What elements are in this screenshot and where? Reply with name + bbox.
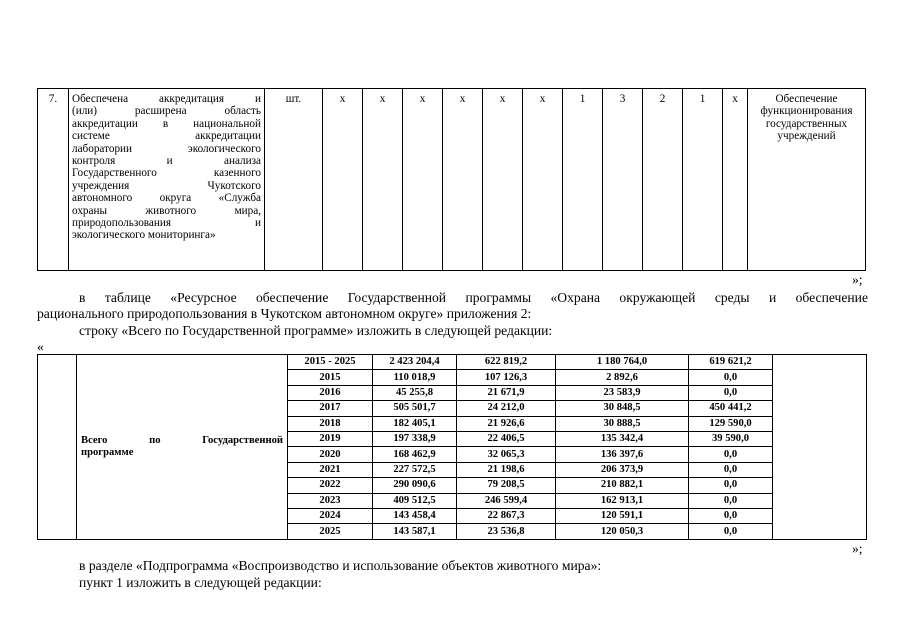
- source-cell: 0,0: [689, 478, 773, 493]
- source-cell: 129 590,0: [689, 416, 773, 431]
- source-cell: 619 621,2: [689, 355, 773, 370]
- empty-number-cell: [38, 355, 77, 540]
- description-line: Обеспечена аккредитация и: [72, 93, 261, 105]
- value-cell: 1: [683, 89, 723, 271]
- total-cell: 143 458,4: [373, 509, 457, 524]
- source-cell: 30 848,5: [556, 401, 689, 416]
- year-cell: 2015: [288, 370, 373, 385]
- source-cell: 622 819,2: [457, 355, 556, 370]
- source-cell: 120 591,1: [556, 509, 689, 524]
- year-cell: 2016: [288, 385, 373, 400]
- value-cell: х: [523, 89, 563, 271]
- source-cell: 210 882,1: [556, 478, 689, 493]
- totals-table: [37, 354, 867, 540]
- total-label-line: Всего по Государственной: [81, 435, 283, 446]
- source-cell: 1 180 764,0: [556, 355, 689, 370]
- source-cell: 206 373,9: [556, 462, 689, 477]
- total-cell: 45 255,8: [373, 385, 457, 400]
- source-cell: 79 208,5: [457, 478, 556, 493]
- closing-quote: »;: [852, 272, 863, 287]
- description-line: охраны животного мира,: [72, 204, 261, 217]
- year-cell: 2020: [288, 447, 373, 462]
- year-cell: 2025: [288, 524, 373, 540]
- source-cell: 450 441,2: [689, 401, 773, 416]
- empty-notes-cell: [773, 355, 867, 540]
- table-row: [38, 355, 867, 370]
- paragraph-line: рационального природопользования в Чукотском автономном округе» приложения 2:: [37, 306, 532, 321]
- source-cell: 0,0: [689, 370, 773, 385]
- source-cell: 246 599,4: [457, 493, 556, 508]
- unit-cell: шт.: [265, 89, 323, 271]
- source-cell: 30 888,5: [556, 416, 689, 431]
- year-cell: 2021: [288, 462, 373, 477]
- source-cell: 39 590,0: [689, 432, 773, 447]
- source-cell: 22 867,3: [457, 509, 556, 524]
- value-cell: х: [403, 89, 443, 271]
- table-row: [38, 89, 866, 271]
- source-cell: 21 671,9: [457, 385, 556, 400]
- paragraph-line: в разделе «Подпрограмма «Воспроизводство и использование объектов животного мира»:: [79, 558, 602, 573]
- total-label: [77, 355, 288, 540]
- result-cell: Обеспечение функционирования государственных учреждений: [748, 89, 866, 271]
- value-cell: 1: [563, 89, 603, 271]
- source-cell: 21 926,6: [457, 416, 556, 431]
- description-line: Государственного казенного: [72, 167, 261, 180]
- value-cell: х: [483, 89, 523, 271]
- total-cell: 409 512,5: [373, 493, 457, 508]
- total-cell: 2 423 204,4: [373, 355, 457, 370]
- total-cell: 110 018,9: [373, 370, 457, 385]
- indicator-table: [37, 88, 866, 271]
- source-cell: 0,0: [689, 509, 773, 524]
- total-cell: 168 462,9: [373, 447, 457, 462]
- row-number: 7.: [38, 89, 69, 271]
- indicator-description: [69, 89, 265, 271]
- total-cell: 505 501,7: [373, 401, 457, 416]
- source-cell: 135 342,4: [556, 432, 689, 447]
- source-cell: 162 913,1: [556, 493, 689, 508]
- source-cell: 24 212,0: [457, 401, 556, 416]
- total-cell: 143 587,1: [373, 524, 457, 540]
- year-cell: 2017: [288, 401, 373, 416]
- description-line: лаборатории экологического: [72, 142, 261, 155]
- source-cell: 0,0: [689, 385, 773, 400]
- total-cell: 290 090,6: [373, 478, 457, 493]
- description-line: природопользования и: [72, 217, 261, 230]
- year-cell: 2018: [288, 416, 373, 431]
- source-cell: 0,0: [689, 524, 773, 540]
- value-cell: 3: [603, 89, 643, 271]
- paragraph-line: пункт 1 изложить в следующей редакции:: [79, 575, 322, 590]
- total-cell: 227 572,5: [373, 462, 457, 477]
- description-line: системе аккредитации: [72, 130, 261, 143]
- source-cell: 2 892,6: [556, 370, 689, 385]
- source-cell: 21 198,6: [457, 462, 556, 477]
- year-cell: 2022: [288, 478, 373, 493]
- source-cell: 136 397,6: [556, 447, 689, 462]
- description-line: автономного округа «Служба: [72, 192, 261, 205]
- year-cell: 2024: [288, 509, 373, 524]
- description-line: аккредитации в национальной: [72, 117, 261, 130]
- source-cell: 23 583,9: [556, 385, 689, 400]
- opening-quote: «: [37, 339, 44, 354]
- value-cell: х: [323, 89, 363, 271]
- total-cell: 197 338,9: [373, 432, 457, 447]
- total-label-line: программе: [81, 447, 134, 458]
- value-cell: х: [723, 89, 748, 271]
- total-cell: 182 405,1: [373, 416, 457, 431]
- year-cell: 2023: [288, 493, 373, 508]
- source-cell: 0,0: [689, 447, 773, 462]
- source-cell: 32 065,3: [457, 447, 556, 462]
- closing-quote: »;: [852, 541, 863, 556]
- year-cell: 2019: [288, 432, 373, 447]
- description-line: контроля и анализа: [72, 155, 261, 168]
- source-cell: 23 536,8: [457, 524, 556, 540]
- source-cell: 0,0: [689, 493, 773, 508]
- source-cell: 0,0: [689, 462, 773, 477]
- source-cell: 22 406,5: [457, 432, 556, 447]
- description-line: (или) расширена область: [72, 105, 261, 118]
- source-cell: 107 126,3: [457, 370, 556, 385]
- year-cell: 2015 - 2025: [288, 355, 373, 370]
- description-line: экологического мониторинга»: [72, 229, 216, 242]
- value-cell: 2: [643, 89, 683, 271]
- source-cell: 120 050,3: [556, 524, 689, 540]
- value-cell: х: [363, 89, 403, 271]
- paragraph-line: строку «Всего по Государственной программе» изложить в следующей редакции:: [79, 323, 553, 338]
- description-line: учреждения Чукотского: [72, 179, 261, 192]
- value-cell: х: [443, 89, 483, 271]
- paragraph-line: в таблице «Ресурсное обеспечение Государственной программы «Охрана окружающей среды и обеспечение: [79, 290, 868, 305]
